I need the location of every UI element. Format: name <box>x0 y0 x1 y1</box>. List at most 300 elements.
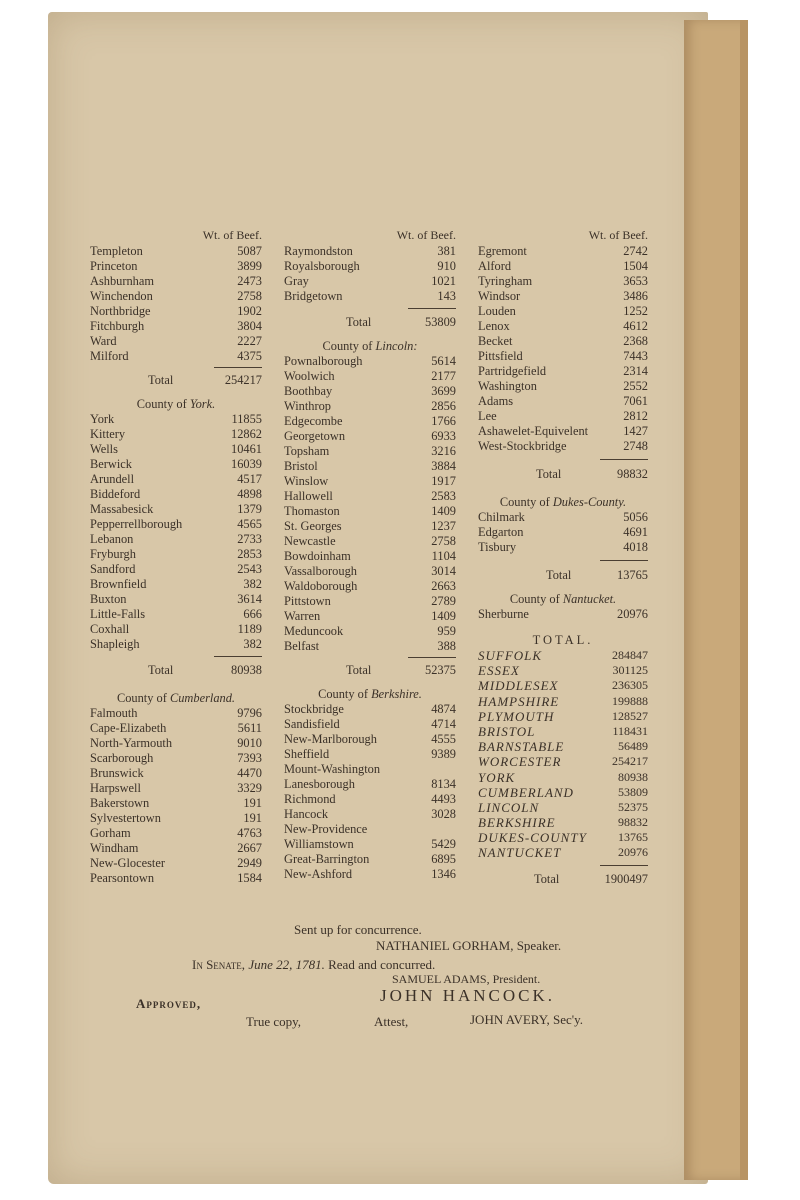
beef-weight: 382 <box>243 577 262 591</box>
town-name: Milford <box>90 349 129 363</box>
beef-weight: 959 <box>437 624 456 638</box>
town-row <box>90 856 262 871</box>
county-name: WORCESTER <box>478 754 562 770</box>
town-name: Pownalborough <box>284 354 363 368</box>
beef-weight: 4565 <box>237 517 262 531</box>
town-name: Biddeford <box>90 487 141 501</box>
town-row <box>284 594 456 609</box>
beef-weight: 1427 <box>623 424 648 438</box>
town-name: Topsham <box>284 444 330 458</box>
town-row <box>284 639 456 654</box>
town-name: Gorham <box>90 826 131 840</box>
beef-weight: 2748 <box>623 439 648 453</box>
county-name: BERKSHIRE <box>478 815 556 831</box>
town-name: Winchendon <box>90 289 153 303</box>
beef-weight: 1504 <box>623 259 648 273</box>
beef-weight: 284847 <box>612 648 648 662</box>
town-name: Lanesborough <box>284 777 355 791</box>
weight-header: Wt. of Beef. <box>588 228 648 242</box>
town-name: Shapleigh <box>90 637 140 651</box>
berkshire-rows <box>284 702 456 882</box>
beef-weight: 56489 <box>618 739 648 754</box>
county-name: CUMBERLAND <box>478 784 574 800</box>
county-name: DUKES-COUNTY <box>478 830 587 846</box>
town-name: Mount-Washington <box>284 762 381 776</box>
beef-weight: 2368 <box>623 334 648 348</box>
beef-weight: 80938 <box>618 769 648 784</box>
town-row <box>90 811 262 826</box>
town-name: Windham <box>90 841 139 855</box>
town-name: Woolwich <box>284 369 335 383</box>
beef-weight: 1379 <box>237 502 262 516</box>
town-row <box>284 414 456 429</box>
berkshire-total: Total 98832 <box>536 467 648 481</box>
beef-weight: 4493 <box>431 792 456 806</box>
beef-weight: 910 <box>437 259 456 273</box>
town-name: Adams <box>478 394 514 408</box>
beef-weight: 2667 <box>237 841 262 855</box>
town-name: Sandisfield <box>284 717 340 731</box>
beef-weight: 2789 <box>431 594 456 608</box>
town-name: Williamstown <box>284 837 354 851</box>
town-row <box>90 547 262 562</box>
town-row <box>284 474 456 489</box>
beef-weight: 4874 <box>431 702 456 716</box>
attest-label: Attest, <box>374 1014 409 1029</box>
town-name: Thomaston <box>284 504 340 518</box>
beef-weight: 9010 <box>237 736 262 750</box>
town-name: Hancock <box>284 807 329 821</box>
town-row <box>478 304 648 319</box>
town-row <box>284 777 456 792</box>
town-row <box>478 289 648 304</box>
town-row <box>284 429 456 444</box>
town-name: Stockbridge <box>284 702 344 716</box>
town-name: Tyringham <box>478 274 533 288</box>
cumberland-total: Total 53809 <box>346 315 456 329</box>
beef-weight: 6933 <box>431 429 456 443</box>
town-row <box>284 702 456 717</box>
town-row <box>284 792 456 807</box>
town-name: Lee <box>478 409 497 423</box>
town-row <box>90 532 262 547</box>
town-row <box>478 510 648 525</box>
town-name: Gray <box>284 274 309 288</box>
town-name: Bakerstown <box>90 796 150 810</box>
town-row <box>284 459 456 474</box>
town-name: Warren <box>284 609 321 623</box>
town-row <box>90 706 262 721</box>
town-name: Partridgefield <box>478 364 547 378</box>
beef-weight: 199888 <box>612 693 648 708</box>
county-heading-cumberland: County of Cumberland. <box>116 691 236 705</box>
beef-weight: 381 <box>437 244 456 258</box>
town-name: Sylvestertown <box>90 811 161 825</box>
town-row <box>478 540 648 555</box>
beef-weight: 4470 <box>237 766 262 780</box>
town-row <box>90 577 262 592</box>
town-row <box>90 736 262 751</box>
beef-weight: 2758 <box>237 289 262 303</box>
beef-weight: 9389 <box>431 747 456 761</box>
town-name: Royalsborough <box>284 259 360 273</box>
town-row <box>90 841 262 856</box>
secretary-line: JOHN AVERY, Sec'y. <box>470 1012 583 1027</box>
town-name: Brownfield <box>90 577 147 591</box>
county-name: BRISTOL <box>478 723 536 739</box>
summary-heading: TOTAL. <box>532 633 594 647</box>
town-name: New-Glocester <box>90 856 165 870</box>
town-name: Egremont <box>478 244 527 258</box>
total-rule <box>600 459 648 460</box>
town-name: New-Ashford <box>284 867 353 881</box>
town-row <box>90 427 262 442</box>
town-name: Brunswick <box>90 766 144 780</box>
beef-weight: 301125 <box>612 663 648 678</box>
beef-weight: 2733 <box>237 532 262 546</box>
town-name: Little-Falls <box>90 607 146 621</box>
town-row <box>90 304 262 319</box>
town-name: Winthrop <box>284 399 331 413</box>
summary-row <box>478 709 648 724</box>
county-name: LINCOLN <box>478 799 540 815</box>
county-heading-lincoln: County of Lincoln: <box>322 339 418 353</box>
town-row <box>284 717 456 732</box>
summary-row <box>478 724 648 739</box>
summary-row <box>478 845 648 860</box>
beef-weight: 1252 <box>623 304 648 318</box>
town-row <box>284 867 456 882</box>
town-name: Ashawelet-Equivelent <box>478 424 589 438</box>
total-rule <box>600 560 648 561</box>
town-name: Arundell <box>90 472 135 486</box>
town-name: Ward <box>90 334 117 348</box>
town-name: Windsor <box>478 289 521 303</box>
beef-weight: 1237 <box>431 519 456 533</box>
cumberland-rows <box>90 706 262 886</box>
town-row <box>284 274 456 289</box>
town-name: New-Marlborough <box>284 732 377 746</box>
town-row <box>90 334 262 349</box>
town-name: Great-Barrington <box>284 852 370 866</box>
town-row <box>478 274 648 289</box>
county-heading-york: County of York. <box>136 397 216 411</box>
town-name: North-Yarmouth <box>90 736 173 750</box>
lincoln-rows <box>284 354 456 654</box>
speaker-line: NATHANIEL GORHAM, Speaker. <box>376 938 562 953</box>
town-row <box>90 721 262 736</box>
beef-weight: 2742 <box>623 244 648 258</box>
town-row <box>478 244 648 259</box>
beef-weight: 11855 <box>231 412 262 426</box>
beef-weight: 191 <box>243 796 262 810</box>
town-name: Tisbury <box>478 540 517 554</box>
beef-weight: 1104 <box>431 549 456 563</box>
total-rule <box>214 656 262 657</box>
beef-weight: 143 <box>437 289 456 303</box>
beef-weight: 2314 <box>623 364 648 378</box>
town-name: Sherburne <box>478 607 529 621</box>
town-name: Bowdoinham <box>284 549 351 563</box>
county-heading-nantucket: County of Nantucket. <box>509 592 617 606</box>
beef-weight: 13765 <box>618 830 648 845</box>
town-name: Boothbay <box>284 384 333 398</box>
beef-weight: 5611 <box>237 721 262 735</box>
town-name: Scarborough <box>90 751 154 765</box>
total-rule <box>214 367 262 368</box>
town-name: Waldoborough <box>284 579 358 593</box>
york-total: Total 80938 <box>148 663 262 677</box>
paper-tab-edge <box>684 20 748 1180</box>
town-row <box>284 534 456 549</box>
town-row <box>90 751 262 766</box>
town-row <box>284 369 456 384</box>
beef-weight: 5056 <box>623 510 648 524</box>
york-rows <box>90 412 262 652</box>
beef-weight: 4555 <box>431 732 456 746</box>
summary-row <box>478 754 648 769</box>
beef-weight: 4018 <box>623 540 648 554</box>
town-row <box>90 319 262 334</box>
town-name: West-Stockbridge <box>478 439 567 453</box>
town-row <box>90 592 262 607</box>
beef-weight: 1346 <box>431 867 456 881</box>
town-row <box>284 807 456 822</box>
beef-weight: 236305 <box>612 678 648 693</box>
town-row <box>284 564 456 579</box>
town-name: Templeton <box>90 244 143 258</box>
town-name: Coxhall <box>90 622 130 636</box>
town-row <box>90 607 262 622</box>
town-row <box>90 502 262 517</box>
town-row <box>90 796 262 811</box>
town-name: Princeton <box>90 259 138 273</box>
beef-weight: 3899 <box>237 259 262 273</box>
town-row <box>478 439 648 454</box>
town-name: Becket <box>478 334 513 348</box>
county-name: NANTUCKET <box>478 845 562 861</box>
total-rule <box>600 865 648 866</box>
county-heading-berkshire: County of Berkshire. <box>318 687 422 701</box>
town-row <box>284 822 456 837</box>
beef-weight: 2583 <box>431 489 456 503</box>
town-name: Fryburgh <box>90 547 136 561</box>
town-name: Sandford <box>90 562 136 576</box>
beef-weight: 1902 <box>237 304 262 318</box>
beef-weight: 2949 <box>237 856 262 870</box>
town-row <box>90 349 262 364</box>
town-name: Pearsontown <box>90 871 155 885</box>
beef-weight: 1766 <box>431 414 456 428</box>
town-row <box>284 289 456 304</box>
beef-weight: 4612 <box>623 319 648 333</box>
dukes-total: Total 13765 <box>546 568 648 582</box>
beef-weight: 2227 <box>237 334 262 348</box>
beef-weight: 8134 <box>431 777 456 791</box>
column-2 <box>284 228 456 882</box>
town-name: Raymondston <box>284 244 353 258</box>
beef-weight: 1021 <box>431 274 456 288</box>
town-name: Vassalborough <box>284 564 357 578</box>
beef-weight: 20976 <box>618 845 648 860</box>
beef-weight: 2543 <box>237 562 262 576</box>
town-row <box>478 364 648 379</box>
beef-weight: 2758 <box>431 534 456 548</box>
town-row <box>284 732 456 747</box>
summary-row <box>478 785 648 800</box>
town-row <box>90 826 262 841</box>
grand-total: Total 1900497 <box>534 871 648 886</box>
town-row <box>284 384 456 399</box>
town-row <box>478 409 648 424</box>
town-name: Fitchburgh <box>90 319 145 333</box>
beef-weight: 16039 <box>231 457 262 471</box>
town-row <box>90 766 262 781</box>
beef-weight: 382 <box>243 637 262 651</box>
town-name: Ashburnham <box>90 274 155 288</box>
beef-weight: 20976 <box>617 607 648 621</box>
beef-weight: 666 <box>243 607 262 621</box>
town-row <box>90 457 262 472</box>
approved-label: Approved, <box>136 996 202 1011</box>
beef-weight: 2473 <box>237 274 262 288</box>
beef-weight: 3884 <box>431 459 456 473</box>
town-name: Massabesick <box>90 502 154 516</box>
town-name: Pittstown <box>284 594 331 608</box>
town-row <box>90 517 262 532</box>
beef-weight: 128527 <box>612 708 648 723</box>
town-row <box>284 852 456 867</box>
town-row <box>284 244 456 259</box>
town-name: Buxton <box>90 592 127 606</box>
beef-weight: 3699 <box>431 384 456 398</box>
town-row <box>284 519 456 534</box>
town-row <box>284 762 456 777</box>
town-row <box>284 354 456 369</box>
town-row <box>284 609 456 624</box>
town-row <box>284 489 456 504</box>
town-row <box>90 412 262 427</box>
town-name: Pittsfield <box>478 349 523 363</box>
beef-weight: 2663 <box>431 579 456 593</box>
beef-weight: 7393 <box>237 751 262 765</box>
town-name: Edgecombe <box>284 414 343 428</box>
county-name: BARNSTABLE <box>478 739 565 755</box>
town-name: York <box>90 412 115 426</box>
county-name: YORK <box>478 769 516 785</box>
concurrence-line: Sent up for concurrence. <box>294 922 422 937</box>
town-row <box>284 579 456 594</box>
summary-row <box>478 800 648 815</box>
town-row <box>284 837 456 852</box>
town-name: Pepperrellborough <box>90 517 183 531</box>
town-row <box>284 504 456 519</box>
town-name: St. Georges <box>284 519 342 533</box>
beef-weight: 2853 <box>237 547 262 561</box>
beef-weight: 5429 <box>431 837 456 851</box>
beef-weight: 3804 <box>237 319 262 333</box>
town-row <box>478 349 648 364</box>
beef-weight: 4517 <box>237 472 262 486</box>
weight-header: Wt. of Beef. <box>396 228 456 242</box>
town-name: Northbridge <box>90 304 151 318</box>
town-name: Kittery <box>90 427 126 441</box>
town-name: Lebanon <box>90 532 134 546</box>
worcester-rows <box>90 244 262 364</box>
town-row <box>478 334 648 349</box>
town-name: Belfast <box>284 639 320 653</box>
town-name: Meduncook <box>284 624 344 638</box>
lincoln-total: Total 52375 <box>346 663 456 677</box>
beef-weight: 3216 <box>431 444 456 458</box>
beef-weight: 1584 <box>237 871 262 885</box>
town-row <box>90 274 262 289</box>
column-1 <box>90 228 262 886</box>
county-name: HAMPSHIRE <box>478 693 560 709</box>
beef-weight: 388 <box>437 639 456 653</box>
beef-weight: 2856 <box>431 399 456 413</box>
town-name: Falmouth <box>90 706 138 720</box>
summary-row <box>478 678 648 693</box>
beef-weight: 5614 <box>431 354 456 368</box>
weight-header: Wt. of Beef. <box>202 228 262 242</box>
town-name: Sheffield <box>284 747 330 761</box>
summary-row <box>478 739 648 754</box>
true-copy-label: True copy, <box>246 1014 302 1029</box>
paper-tab-shadow <box>740 20 748 1180</box>
town-name: Edgarton <box>478 525 524 539</box>
town-name: Harpswell <box>90 781 141 795</box>
town-name: Cape-Elizabeth <box>90 721 167 735</box>
town-name: Chilmark <box>478 510 525 524</box>
town-row <box>90 472 262 487</box>
town-name: Bridgetown <box>284 289 343 303</box>
beef-weight: 3653 <box>623 274 648 288</box>
town-row <box>478 259 648 274</box>
town-name: Bristol <box>284 459 318 473</box>
nantucket-rows <box>478 607 648 622</box>
town-name: New-Providence <box>284 822 368 836</box>
beef-weight: 53809 <box>618 784 648 799</box>
town-row <box>478 319 648 334</box>
beef-weight: 12862 <box>231 427 262 441</box>
town-name: Newcastle <box>284 534 336 548</box>
town-name: Lenox <box>478 319 510 333</box>
town-row <box>284 549 456 564</box>
governor-signature: JOHN HANCOCK. <box>380 986 556 1005</box>
summary-row <box>478 830 648 845</box>
beef-weight: 4375 <box>237 349 262 363</box>
county-heading-dukes: County of Dukes-County. <box>499 495 627 509</box>
summary-rows <box>478 648 648 861</box>
beef-weight: 52375 <box>618 799 648 814</box>
berkshire-continued-rows <box>478 244 648 454</box>
town-row <box>478 379 648 394</box>
column-3 <box>478 228 648 889</box>
beef-weight: 9796 <box>237 706 262 720</box>
beef-weight: 4763 <box>237 826 262 840</box>
beef-weight: 3486 <box>623 289 648 303</box>
beef-weight: 5087 <box>237 244 262 258</box>
town-row <box>478 394 648 409</box>
town-row <box>90 637 262 652</box>
summary-row <box>478 815 648 830</box>
beef-weight: 118431 <box>612 723 648 738</box>
summary-row <box>478 648 648 663</box>
town-row <box>90 244 262 259</box>
county-name: MIDDLESEX <box>478 678 559 694</box>
beef-weight: 3028 <box>431 807 456 821</box>
